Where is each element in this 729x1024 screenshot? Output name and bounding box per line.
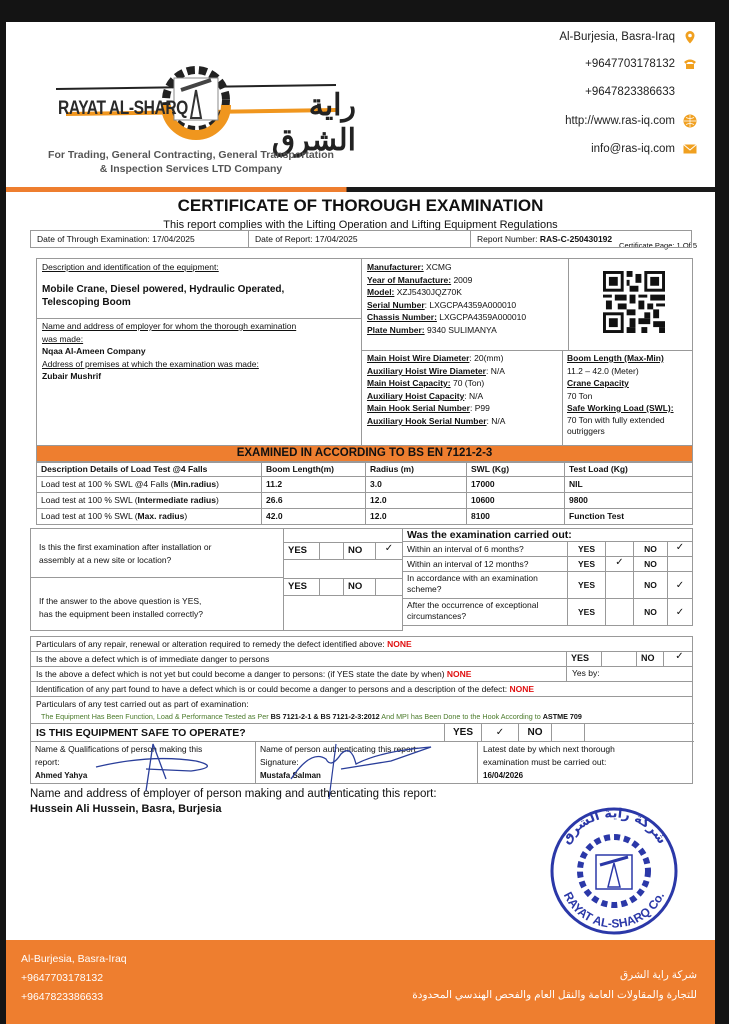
header-divider-stripe	[6, 187, 715, 192]
crane-capacity-label: Crane Capacity	[567, 378, 629, 388]
carried-row-12-months: Within an interval of 12 months? YES ✓ NO	[403, 557, 693, 572]
globe-icon	[683, 114, 697, 128]
q2-no-checkbox[interactable]	[376, 579, 403, 596]
spec-manufacturer: Manufacturer: XCMG	[367, 262, 452, 272]
carried-row-6-months: Within an interval of 6 months? YES NO ✓	[403, 542, 693, 557]
contact-email[interactable]: info@ras-iq.com	[591, 142, 697, 156]
carried-row-exceptional: After the occurrence of exceptional circumstances? YES NO ✓	[403, 599, 693, 626]
equipment-desc-value: Mobile Crane, Diesel powered, Hydraulic Operated, Telescoping Boom	[42, 283, 285, 308]
report-number: Report Number: RAS-C-250430192	[477, 234, 613, 244]
immediate-danger-row: Is the above a defect which is of immediate danger to persons YES NO ✓	[30, 651, 693, 667]
logo-english-text: RAYAT AL-SHARQ	[58, 98, 188, 119]
col-test-load: Test Load (Kg)	[565, 463, 693, 477]
spec-model: Model: XZJ5430JQZ70K	[367, 287, 462, 297]
carried-row-scheme: In accordance with an examination scheme? YES NO ✓	[403, 572, 693, 599]
immediate-no-checkbox[interactable]: ✓	[675, 651, 684, 662]
signatures-row	[30, 741, 693, 784]
tests-particulars: Particulars of any test carried out as part of examination: The Equipment Has Been Function, Load & Performance Tested as Per BS 7121-2-1 & BS 7121-2-3:2012 And MPI has Been Done to the Hook According to ASTME 709	[30, 696, 693, 724]
certificate-subtitle: This report complies with the Lifting Operation and Lifting Equipment Regulations	[163, 219, 558, 231]
report-authenticator: Name of person authenticating this report: Signature: Mustafa Salman	[260, 744, 419, 780]
qr-code-icon[interactable]	[603, 269, 665, 335]
spec-year: Year of Manufacture: 2009	[367, 274, 473, 285]
main-hook-serial: Main Hook Serial Number: P99	[367, 403, 490, 413]
envelope-icon	[683, 142, 697, 156]
contact-phone-1[interactable]: +9647703178132	[585, 57, 697, 71]
main-hoist-wire: Main Hoist Wire Diameter: 20(mm)	[367, 353, 504, 363]
contact-address: Al-Burjesia, Basra-Iraq	[559, 30, 697, 44]
carried-out-table	[402, 541, 693, 626]
spec-plate: Plate Number: 9340 SULIMANYA	[367, 324, 497, 335]
logo-tagline: For Trading, General Contracting, General Transportation & Inspection Services LTD Company	[48, 149, 334, 175]
aux-hoist-capacity: Auxiliary Hoist Capacity: N/A	[367, 390, 484, 401]
svg-text:شركة راية الشرق: شركة راية الشرق	[558, 806, 670, 847]
footer-contacts: Al-Burjesia, Basra-Iraq +9647703178132 +9647823386633	[21, 953, 127, 1003]
report-maker: Name & Qualifications of person making this report: Ahmed Yahya	[35, 744, 203, 780]
equipment-desc-label: Description and identification of the equipment:	[42, 262, 219, 272]
equipment-description-box	[36, 258, 362, 446]
question-installed-correctly: If the answer to the above question is YES, has the equipment been installed correctly?	[30, 577, 284, 631]
telephone-icon	[683, 57, 697, 71]
employer-label: Name and address of employer for whom the thorough examination was made:	[42, 321, 297, 344]
col-description: Description Details of Load Test @4 Falls	[37, 463, 262, 477]
immediate-yes-checkbox[interactable]	[602, 651, 637, 667]
safe-to-operate-row: IS THIS EQUIPMENT SAFE TO OPERATE? YES ✓ NO	[30, 723, 693, 742]
col-boom: Boom Length(m)	[262, 463, 366, 477]
location-pin-icon	[683, 30, 697, 44]
logo-arabic-text: راية الشرق	[271, 89, 356, 157]
certificate-page	[6, 22, 715, 1024]
next-exam-date: Latest date by which next thorough examination must be carried out: 16/04/2026	[483, 744, 615, 780]
svg-text:RAYAT AL-SHARQ Co.: RAYAT AL-SHARQ Co.	[560, 889, 668, 931]
date-bar	[30, 230, 692, 248]
company-logo	[26, 50, 356, 180]
safe-no-checkbox[interactable]	[552, 724, 585, 742]
q1-no-checkbox[interactable]: ✓	[376, 543, 403, 560]
boom-length-value: 11.2 – 42.0 (Meter)	[567, 365, 639, 376]
employer-value: Nqaa Al-Ameen Company	[42, 346, 146, 356]
boom-capacity-box	[562, 350, 693, 446]
hoist-specs-box	[361, 350, 563, 446]
boom-length-label: Boom Length (Max-Min)	[567, 353, 664, 363]
qr-code-box	[568, 258, 693, 351]
report-date: Date of Report: 17/04/2025	[249, 231, 471, 247]
swl-value: 70 Ton with fully extended outriggers	[567, 414, 665, 436]
window-top-bar	[0, 0, 729, 22]
equipment-specs-box	[361, 258, 569, 351]
table-row: Load test at 100 % SWL @4 Falls (Min.radius) 11.2 3.0 17000 NIL	[37, 477, 693, 493]
carried-out-title: Was the examination carried out:	[402, 528, 693, 542]
table-row: Load test at 100 % SWL (Max. radius) 42.0 12.0 8100 Function Test	[37, 509, 693, 525]
crane-capacity-value: 70 Ton	[567, 390, 593, 401]
exam-date: Date of Through Examination: 17/04/2025	[31, 231, 249, 247]
yes-by-field: Yes by:	[566, 666, 605, 682]
first-exam-answers: YES NO ✓ YES NO	[283, 528, 403, 631]
main-hoist-capacity: Main Hoist Capacity: 70 (Ton)	[367, 378, 485, 388]
defect-identification: Identification of any part found to have a defect which is or could become a danger to persons and a description of the defect: NONE	[30, 681, 693, 697]
aux-hoist-wire: Auxiliary Hoist Wire Diameter: N/A	[367, 365, 505, 376]
table-row: Load test at 100 % SWL (Intermediate radius) 26.6 12.0 10600 9800	[37, 493, 693, 509]
spec-chassis: Chassis Number: LXGCPA4359A000010	[367, 312, 527, 322]
future-danger-row: Is the above a defect which is not yet but could become a danger to persons: (if YES state the date by when) NONE Yes by:	[30, 666, 693, 682]
standard-banner: EXAMINED IN ACCORDING TO BS EN 7121-2-3	[36, 445, 693, 462]
safe-yes-checkbox[interactable]: ✓	[482, 724, 519, 742]
aux-hook-serial: Auxiliary Hook Serial Number: N/A	[367, 415, 506, 426]
contact-phone-2[interactable]: +9647823386633	[585, 86, 675, 98]
swl-label: Safe Working Load (SWL):	[567, 403, 674, 413]
certificate-title: CERTIFICATE OF THOROUGH EXAMINATION	[177, 196, 544, 215]
q1-yes-checkbox[interactable]	[320, 543, 344, 560]
premises-label: Address of premises at which the examination was made:	[42, 358, 259, 369]
q2-yes-checkbox[interactable]	[320, 579, 344, 596]
certificate-page-number: Certificate Page: 1 Of 5	[619, 241, 697, 250]
footer-arabic-company: شركة راية الشرق للتجارة والمقاولات العامة والنقل العام والفحص الهندسي المحدودة	[412, 969, 697, 1001]
question-first-exam: Is this the first examination after installation or assembly at a new site or location?	[30, 528, 284, 578]
contact-website[interactable]: http://www.ras-iq.com	[565, 114, 697, 128]
employer-of-signatories: Name and address of employer of person making and authenticating this report: Hussein Ali Hussein, Basra, Burjesia	[30, 788, 437, 815]
window-right-bar	[715, 0, 729, 1024]
col-swl: SWL (Kg)	[467, 463, 565, 477]
repair-particulars: Particulars of any repair, renewal or alteration required to remedy the defect identified above: NONE	[30, 636, 693, 652]
spec-serial: Serial Number: LXGCPA4359A000010	[367, 299, 517, 310]
load-test-table	[36, 462, 693, 525]
footer	[6, 940, 715, 1024]
premises-value: Zubair Mushrif	[42, 371, 102, 381]
col-radius: Radius (m)	[366, 463, 467, 477]
company-stamp-icon	[544, 805, 684, 940]
